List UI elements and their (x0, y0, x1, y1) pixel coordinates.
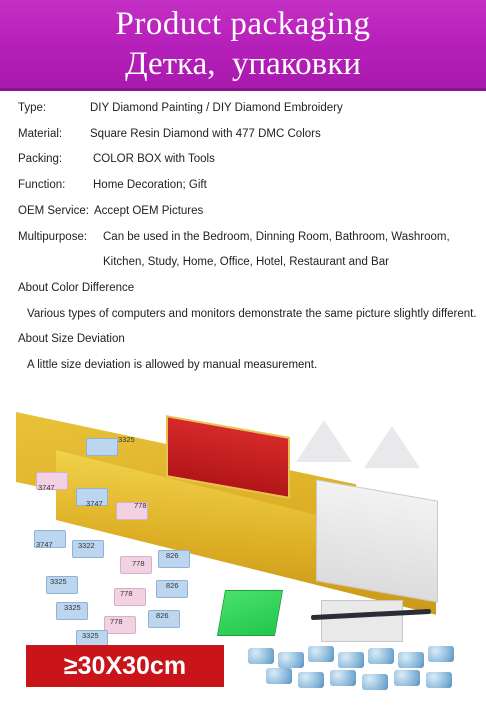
bag-label: 3325 (50, 577, 67, 586)
bag-label: 3747 (86, 499, 103, 508)
bag-label: 3325 (64, 603, 81, 612)
diamond-cluster (278, 652, 304, 668)
white-box-end (316, 479, 438, 603)
diamond-cluster (428, 646, 454, 662)
bag-label: 3747 (36, 540, 53, 549)
triangle-tray-icon (296, 420, 352, 462)
banner-title-english: Product packaging (115, 6, 371, 42)
diamond-cluster (330, 670, 356, 686)
header-banner (0, 0, 486, 91)
size-deviation-heading: About Size Deviation (18, 333, 125, 345)
product-photo (16, 390, 480, 694)
diamond-cluster (426, 672, 452, 688)
diamond-cluster (248, 648, 274, 664)
bag-label: 3322 (78, 541, 95, 550)
diamond-cluster (368, 648, 394, 664)
bag-label: 826 (156, 611, 169, 620)
spec-label-oem: OEM Service: (18, 205, 89, 217)
bag-label: 778 (132, 559, 145, 568)
bag-label: 778 (134, 501, 147, 510)
size-deviation-text: A little size deviation is allowed by manual measurement. (27, 359, 318, 371)
spec-value-function: Home Decoration; Gift (93, 179, 207, 191)
size-badge-text: ≥30X30cm (63, 652, 187, 680)
spec-value-material: Square Resin Diamond with 477 DMC Colors (90, 128, 321, 140)
bag-label: 3747 (38, 483, 55, 492)
triangle-tray-icon (364, 426, 420, 468)
spec-label-material: Material: (18, 128, 63, 140)
color-difference-heading: About Color Difference (18, 282, 135, 294)
bag-label: 778 (120, 589, 133, 598)
bag-label: 778 (110, 617, 123, 626)
spec-value-packing: COLOR BOX with Tools (93, 153, 215, 165)
spec-value-multipurpose-line1: Can be used in the Bedroom, Dinning Room, Bathroom, Washroom, (103, 231, 450, 243)
green-wax-pad (217, 590, 283, 636)
spec-value-oem: Accept OEM Pictures (94, 205, 204, 217)
spec-label-packing: Packing: (18, 153, 63, 165)
diamond-cluster (398, 652, 424, 668)
diamond-cluster (394, 670, 420, 686)
spec-label-type: Type: (18, 102, 47, 114)
spec-value-type: DIY Diamond Painting / DIY Diamond Embroidery (90, 102, 343, 114)
bag-label: 3325 (82, 631, 99, 640)
diamond-cluster (338, 652, 364, 668)
spec-label-multipurpose: Multipurpose: (18, 231, 88, 243)
diamond-cluster (362, 674, 388, 690)
diamond-bag (86, 438, 118, 456)
spec-label-function: Function: (18, 179, 66, 191)
tool-card (321, 600, 403, 642)
spec-value-multipurpose-line2: Kitchen, Study, Home, Office, Hotel, Restaurant and Bar (103, 256, 389, 268)
bag-label: 826 (166, 551, 179, 560)
diamond-cluster (266, 668, 292, 684)
bag-label: 3325 (118, 435, 135, 444)
diamond-cluster (298, 672, 324, 688)
color-difference-text: Various types of computers and monitors demonstrate the same picture slightly different. (27, 308, 477, 320)
banner-title-russian: Детка, упаковки (125, 46, 361, 82)
diamond-cluster (308, 646, 334, 662)
bag-label: 826 (166, 581, 179, 590)
